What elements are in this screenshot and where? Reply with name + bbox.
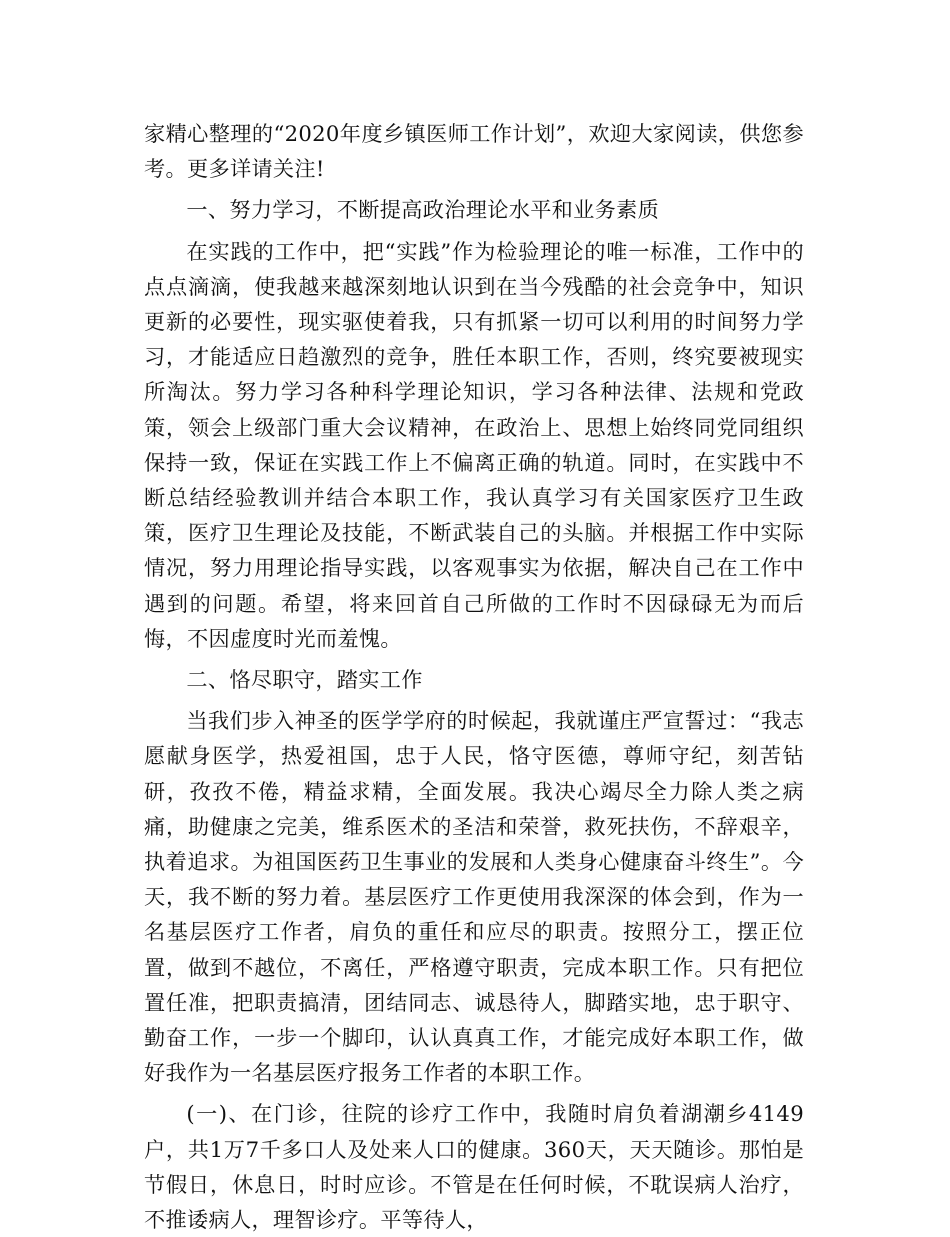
document-page <box>144 116 804 1237</box>
body-paragraph-1: 在实践的工作中，把“实践”作为检验理论的唯一标准，工作中的点点滴滴，使我越来越深刻地认识到在当今残酷的社会竞争中，知识更新的必要性，现实驱使着我，只有抓紧一切可以利用的时间努力学习，才能适应日趋激烈的竞争，胜任本职工作，否则，终究要被现实所淘汰。努力学习各种科学理论知识，学习各种法律、法规和党政策，领会上级部门重大会议精神，在政治上、思想上始终同党同组织保持一致，保证在实践工作上不偏离正确的轨道。同时，在实践中不断总结经验教训并结合本职工作，我认真学习有关国家医疗卫生政策，医疗卫生理论及技能，不断武装自己的头脑。并根据工作中实际情况，努力用理论指导实践，以客观事实为依据，解决自己在工作中遇到的问题。希望，将来回首自己所做的工作时不因碌碌无为而后悔，不因虚度时光而羞愧。 <box>144 238 804 651</box>
body-paragraph-2: 当我们步入神圣的医学学府的时候起，我就谨庄严宣誓过：“我志愿献身医学，热爱祖国，忠于人民，恪守医德，尊师守纪，刻苦钻研，孜孜不倦，精益求精，全面发展。我决心竭尽全力除人类之病痛，助健康之完美，维系医术的圣洁和荣誉，救死扶伤，不辞艰辛，执着追求。为祖国医药卫生事业的发展和人类身心健康奋斗终生”。今天，我不断的努力着。基层医疗工作更使用我深深的体会到，作为一名基层医疗工作者，肩负的重任和应尽的职责。按照分工，摆正位置，做到不越位，不离任，严格遵守职责，完成本职工作。只有把位置任准，把职责搞清，团结同志、诚恳待人，脚踏实地，忠于职守、勤奋工作，一步一个脚印，认认真真工作，才能完成好本职工作，做好我作为一名基层医疗报务工作者的本职工作。 <box>144 708 804 1086</box>
intro-paragraph: 家精心整理的“2020年度乡镇医师工作计划”，欢迎大家阅读，供您参考。更多详请关注! <box>144 121 804 182</box>
section-heading-1: 一、努力学习，不断提高政治理论水平和业务素质 <box>186 197 660 223</box>
body-paragraph-3: (一)、在门诊，往院的诊疗工作中，我随时肩负着湖潮乡4149户，共1万7千多口人及处来人口的健康。360天，天天随诊。那怕是节假日，休息日，时时应诊。不管是在任何时候，不耽误病人治疗，不推诿病人，理智诊疗。平等待人， <box>144 1101 804 1233</box>
section-heading-2: 二、恪尽职守，踏实工作 <box>186 667 423 693</box>
